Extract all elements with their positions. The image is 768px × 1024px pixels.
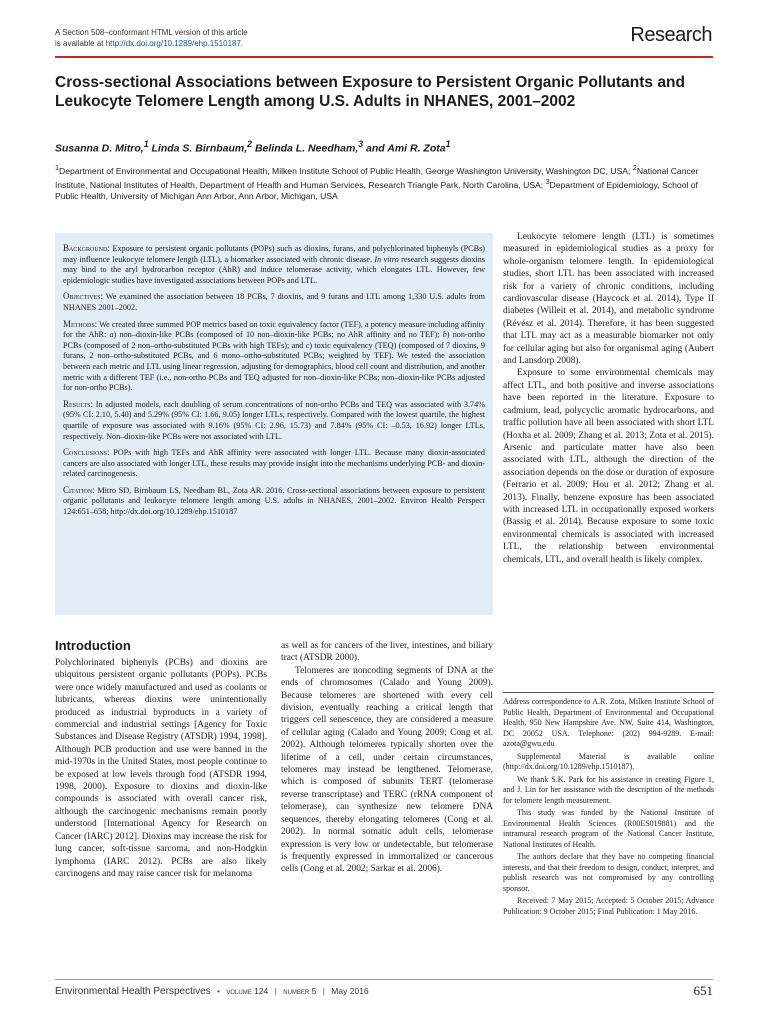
footnotes	[503, 697, 714, 919]
body-column-2	[281, 640, 493, 876]
affiliations: $^1$Department of Environmental and Occupational Health, Milken Institute School of Public Health, George Washington University, Washington DC, USA; $^2$National Cancer Institute, National Institutes of Health, Department of Health and Human Services, Research Triangle Park, North Carolina, USA; $^3$Department of Epidemiology, School of Public Health, University of Michigan Ann Arbor, Ann Arbor, Michigan, USA	[55, 164, 699, 201]
journal-name: Environmental Health Perspectives	[55, 986, 211, 997]
introduction-heading: Introduction	[55, 638, 131, 653]
author-name: Linda S. Birnbaum,	[151, 142, 248, 155]
title-rule	[55, 56, 713, 58]
html-version-note-line1: A Section 508–conformant HTML version of this article	[55, 28, 248, 37]
footnote-funding: This study was funded by the National Institute of Environmental Health Sciences (R00ES019881) and the intramural research program of the National Cancer Institute, National Institutes of Health.	[503, 808, 714, 849]
abstract-results: Results: In adjusted models, each doubling of serum concentrations of non-ortho PCBs and TEQ was associated with 3.74% (95% CI: 2.10, 5.40) and 5.29% (95% CI: 1.66, 9.05) longer LTLs, respectively. Compared with the lowest quartile, the highest quartile of exposure was associated with 9.16% (95% CI: 2.96, 15.73) and 7.84% (95% CI: –0.53, 16.92) longer LTLs, respectively. Non–dioxin-like PCBs were not associated with LTL.	[63, 398, 485, 441]
doi-link[interactable]: http://dx.doi.org/10.1289/ehp.1510187.	[105, 39, 244, 48]
page-number: 651	[693, 983, 713, 998]
author-list: Susanna D. Mitro,$^1$ Linda S. Birnbaum,$^2$ Belinda L. Needham,$^3$ and Ami R. Zota$^1$	[55, 139, 451, 155]
body-column-right	[503, 231, 714, 566]
footer-number: number 5	[283, 986, 317, 996]
abstract-objectives: Objectives: We examined the association between 18 PCBs, 7 dioxins, and 9 furans and LTL among 1,330 U.S. adults from NHANES 2001–2002.	[63, 291, 485, 312]
footnote-supplemental: Supplemental Material is available online (http://dx.doi.org/10.1289/ehp.1510187).	[503, 751, 714, 771]
footer-volume: volume 124	[226, 986, 269, 996]
abstract-conclusions: Conclusions: POPs with high TEFs and AhR affinity were associated with longer LTL. Because many dioxin-associated cancers are also associated with longer LTL, these results may provide insight into the mechanisms underlying PCB- and dioxin-related carcinogenesis.	[63, 447, 485, 479]
section-label: Research	[630, 24, 712, 46]
footer-date: May 2016	[331, 986, 369, 996]
footnote-rule	[503, 692, 714, 693]
body-paragraph: Leukocyte telomere length (LTL) is sometimes measured in epidemiological studies as a proxy for whole-organism telomere length. In epidemiological studies, short LTL has been associated with increased risk for a variety of chronic conditions, including cardiovascular disease (Haycock et al. 2014), Type II diabetes (Willeit et al. 2014), and metabolic syndrome (Révész et al. 2014). Therefore, it has been suggested that LTL may act as a measurable biomarker not only for cellular aging but also for organismal aging (Aubert and Lansdorp 2008).	[503, 232, 714, 367]
abstract-background: Background: Exposure to persistent organic pollutants (POPs) such as dioxins, furans, and polychlorinated biphenyls (PCBs) may influence leukocyte telomere length (LTL), a biomarker associated with chronic disease. In vitro research suggests dioxins may bind to the aryl hydrocarbon receptor (AhR) and induce telomerase activity, which elongates LTL. However, few epidemiologic studies have investigated associations between POPs and LTL.	[63, 243, 485, 285]
affiliation: Department of Environmental and Occupational Health, Milken Institute School of Public Health, George Washington University, Washington DC, USA;	[58, 165, 633, 176]
article-title: Cross-sectional Associations between Exposure to Persistent Organic Pollutants and Leukocyte Telomere Length among U.S. Adults in NHANES, 2001–2002	[55, 74, 685, 110]
abstract-methods: Methods: We created three summed POP metrics based on toxic equivalency factor (TEF), a potency measure including affinity for the AhR: a) non–dioxin-like PCBs (composed of 10 non–dioxin-like PCBs; no AhR affinity and no TEF); b) non-ortho PCBs (composed of 2 non–ortho-substituted PCBs with high TEFs); and c) toxic equivalency (TEQ) (composed of 7 dioxins, 9 furans, 2 non–ortho-substituted PCBs, and 6 mono–ortho-substituted PCBs; weighted by TEF). We tested the association between each metric and LTL using linear regression, adjusting for demographics, blood cell count and distribution, and another metric with a different TEF (i.e., non-ortho PCBs and TEQ adjusted for non–dioxin-like PCBs; non–dioxin-like PCBs adjusted for non-ortho PCBs).	[63, 318, 486, 393]
footer-divider: |	[274, 986, 277, 996]
page-footer	[55, 983, 713, 1000]
body-paragraph: as well as for cancers of the liver, intestines, and biliary tract (ATSDR 2000).	[281, 641, 493, 664]
footnote-acknowledgment: We thank S.K. Park for his assistance in creating Figure 1, and J. Lin for her assistance with the description of the methods for telomere length measurement.	[503, 774, 714, 805]
footer-bullet: •	[217, 986, 220, 996]
author-name: Susanna D. Mitro,	[55, 142, 144, 155]
body-paragraph: Telomeres are noncoding segments of DNA at the ends of chromosomes (Calado and Young 2009). Because telomeres are shortened with every cell division, eventually reaching a critical length that triggers cell senescence, they are considered a measure of cellular aging (Calado and Young 2009; Cong et al. 2002). Although telomeres typically shorten over the lifetime of a cell, under certain circumstances, telomeres may instead be lengthened. Telomerase, which is composed of subunits TERT (telomerase reverse transcriptase) and TERC (rRNA component of telomerase), can synthesize new telomere DNA sequences, thereby elongating telomeres (Cong et al. 2002). In normal somatic adult cells, telomerase expression is very low or undetectable, but telomerase is frequently expressed in immortalized or cancerous cells (Cong et al. 2002; Sarkar et al. 2006).	[281, 665, 493, 875]
abstract-box	[55, 233, 493, 615]
footnote-correspondence: Address correspondence to A.R. Zota, Milken Institute School of Public Health, Department of Environmental and Occupational Health, 950 New Hampshire Ave. NW, Suite 414, Washington, DC 20052 USA. Telephone: (202) 994-9289. E-mail: azota@gwu.edu	[503, 697, 714, 748]
affiliation: National Cancer Institute, National Institutes of Health, Department of Health and Human Services, Research Triangle Park, North Carolina, USA;	[55, 165, 699, 190]
body-paragraph: Polychlorinated biphenyls (PCBs) and dioxins are ubiquitous persistent organic pollutants (POPs). PCBs were once widely manufactured and used as coolants or lubricants, whereas dioxins were unintentionally produced as industrial byproducts in a variety of commercial and industrial settings [Agency for Toxic Substances and Disease Registry (ATSDR) 1994, 1998]. Although PCB production and use were banned in the mid-1970s in the United States, most people continue to be exposed at low levels through food (ATSDR 1994, 1998, 2000). Exposure to dioxins and dioxin-like compounds is associated with overall cancer risk, although the carcinogenic mechanisms remain poorly understood [International Agency for Research on Cancer (IARC) 2012]. Dioxins may increase the risk for lung cancer, soft-tissue sarcoma, and non-Hodgkin lymphoma (IARC 2012). PCBs are also likely carcinogens and may raise cancer risk for melanoma	[55, 658, 267, 879]
author-name: and Ami R. Zota	[366, 142, 446, 155]
footer-divider: |	[322, 986, 325, 996]
body-paragraph: Exposure to some environmental chemicals may affect LTL, and both positive and inverse associations have been reported in the literature. Exposure to cadmium, lead, polycyclic aromatic hydrocarbons, and traffic pollution have all been associated with short LTL (Hoxha et al. 2009; Zhang et al. 2013; Zota et al. 2015). Arsenic and particulate matter have also been associated with LTL, although the direction of the association depends on the dose or duration of exposure (Ferrario et al. 2009; Hou et al. 2012; Zhang et al. 2013). Finally, benzene exposure has been associated with increased LTL in occupationally exposed workers (Bassig et al. 2014). Because exposure to some toxic environmental chemicals is associated with increased LTL, the relationship between environmental chemicals, LTL, and overall health is likely complex.	[503, 368, 714, 565]
author-name: Belinda L. Needham,	[254, 142, 359, 155]
footnote-competing-interests: The authors declare that they have no competing financial interests, and that their freedom to design, conduct, interpret, and publish research was not compromised by any controlling sponsor.	[503, 852, 714, 893]
abstract-citation: Citation: Mitro SD, Birnbaum LS, Needham BL, Zota AR. 2016. Cross-sectional associations between exposure to persistent organic pollutants and leukocyte telomere length among U.S. adults in NHANES, 2001–2002. Environ Health Perspect 124:651–658; http://dx.doi.org/10.1289/ehp.1510187	[63, 484, 486, 517]
body-column-1	[55, 638, 267, 880]
footer-rule	[55, 979, 713, 980]
affiliation: Department of Epidemiology, School of Public Health, University of Michigan Ann Arbor, Ann Arbor, Michigan, USA	[55, 179, 698, 201]
html-version-note-line2: is available at http://dx.doi.org/10.1289/ehp.1510187.	[55, 39, 244, 48]
html-version-note	[55, 27, 355, 49]
footnote-dates: Received: 7 May 2015; Accepted: 5 October 2015; Advance Publication: 9 October 2015; Final Publication: 1 May 2016.	[503, 896, 714, 916]
